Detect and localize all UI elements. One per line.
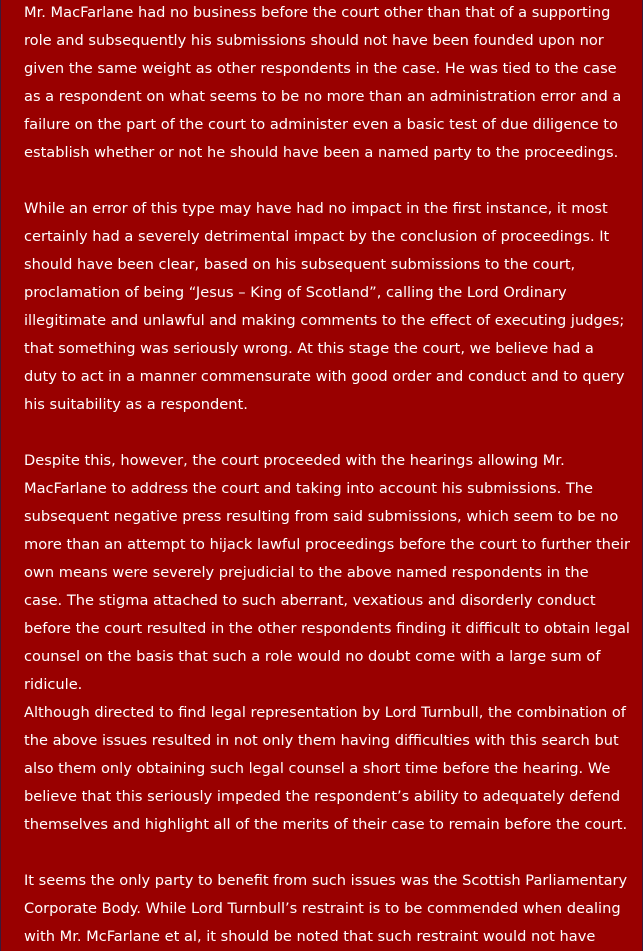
paragraph-3 (24, 447, 634, 699)
text-line: ridicule. (24, 676, 83, 693)
paragraph-spacer (24, 167, 634, 195)
text-line: Although directed to find legal representation by Lord Turnbull, the combination of (24, 704, 626, 721)
text-line: case. The stigma attached to such aberrant, vexatious and disorderly conduct (24, 592, 596, 609)
document-body (24, 0, 634, 951)
text-line: counsel on the basis that such a role would no doubt come with a large sum of (24, 648, 601, 665)
text-line: should have been clear, based on his subsequent submissions to the court, (24, 256, 576, 273)
paragraph-4 (24, 699, 634, 839)
text-line: role and subsequently his submissions should not have been founded upon nor (24, 32, 604, 49)
text-line: own means were severely prejudicial to the above named respondents in the (24, 564, 589, 581)
text-line: certainly had a severely detrimental impact by the conclusion of proceedings. It (24, 228, 610, 245)
text-line: the above issues resulted in not only them having difficulties with this search but (24, 732, 619, 749)
paragraph-5 (24, 867, 634, 951)
text-line: that something was seriously wrong. At this stage the court, we believe had a (24, 340, 594, 357)
text-line: Corporate Body. While Lord Turnbull’s restraint is to be commended when dealing (24, 900, 621, 917)
text-line: illegitimate and unlawful and making comments to the effect of executing judges; (24, 312, 625, 329)
text-line: subsequent negative press resulting from said submissions, which seem to be no (24, 508, 619, 525)
text-line: as a respondent on what seems to be no more than an administration error and a (24, 88, 622, 105)
text-line: It seems the only party to benefit from such issues was the Scottish Parliamentary (24, 872, 628, 889)
paragraph-1 (24, 0, 634, 167)
text-line: Mr. MacFarlane had no business before the court other than that of a supporting (24, 4, 611, 21)
text-line: with Mr. McFarlane et al, it should be noted that such restraint would not have (24, 928, 596, 945)
text-line: before the court resulted in the other respondents finding it difficult to obtain legal (24, 620, 630, 637)
document-page (1, 0, 642, 951)
text-line: themselves and highlight all of the merits of their case to remain before the court. (24, 816, 628, 833)
text-line: proclamation of being “Jesus – King of Scotland”, calling the Lord Ordinary (24, 284, 567, 301)
paragraph-2 (24, 195, 634, 419)
text-line: given the same weight as other respondents in the case. He was tied to the case (24, 60, 617, 77)
text-line: believe that this seriously impeded the respondent’s ability to adequately defend (24, 788, 621, 805)
text-line: duty to act in a manner commensurate with good order and conduct and to query (24, 368, 625, 385)
text-line: MacFarlane to address the court and taking into account his submissions. The (24, 480, 594, 497)
paragraph-spacer (24, 419, 634, 447)
text-line: more than an attempt to hijack lawful proceedings before the court to further their (24, 536, 630, 553)
text-line: Despite this, however, the court proceeded with the hearings allowing Mr. (24, 452, 565, 469)
text-line: also them only obtaining such legal counsel a short time before the hearing. We (24, 760, 611, 777)
text-line: failure on the part of the court to administer even a basic test of due diligence to (24, 116, 618, 133)
text-line: establish whether or not he should have been a named party to the proceedings. (24, 144, 619, 161)
paragraph-spacer (24, 839, 634, 867)
text-line: his suitability as a respondent. (24, 396, 248, 413)
text-line: While an error of this type may have had no impact in the first instance, it most (24, 200, 608, 217)
